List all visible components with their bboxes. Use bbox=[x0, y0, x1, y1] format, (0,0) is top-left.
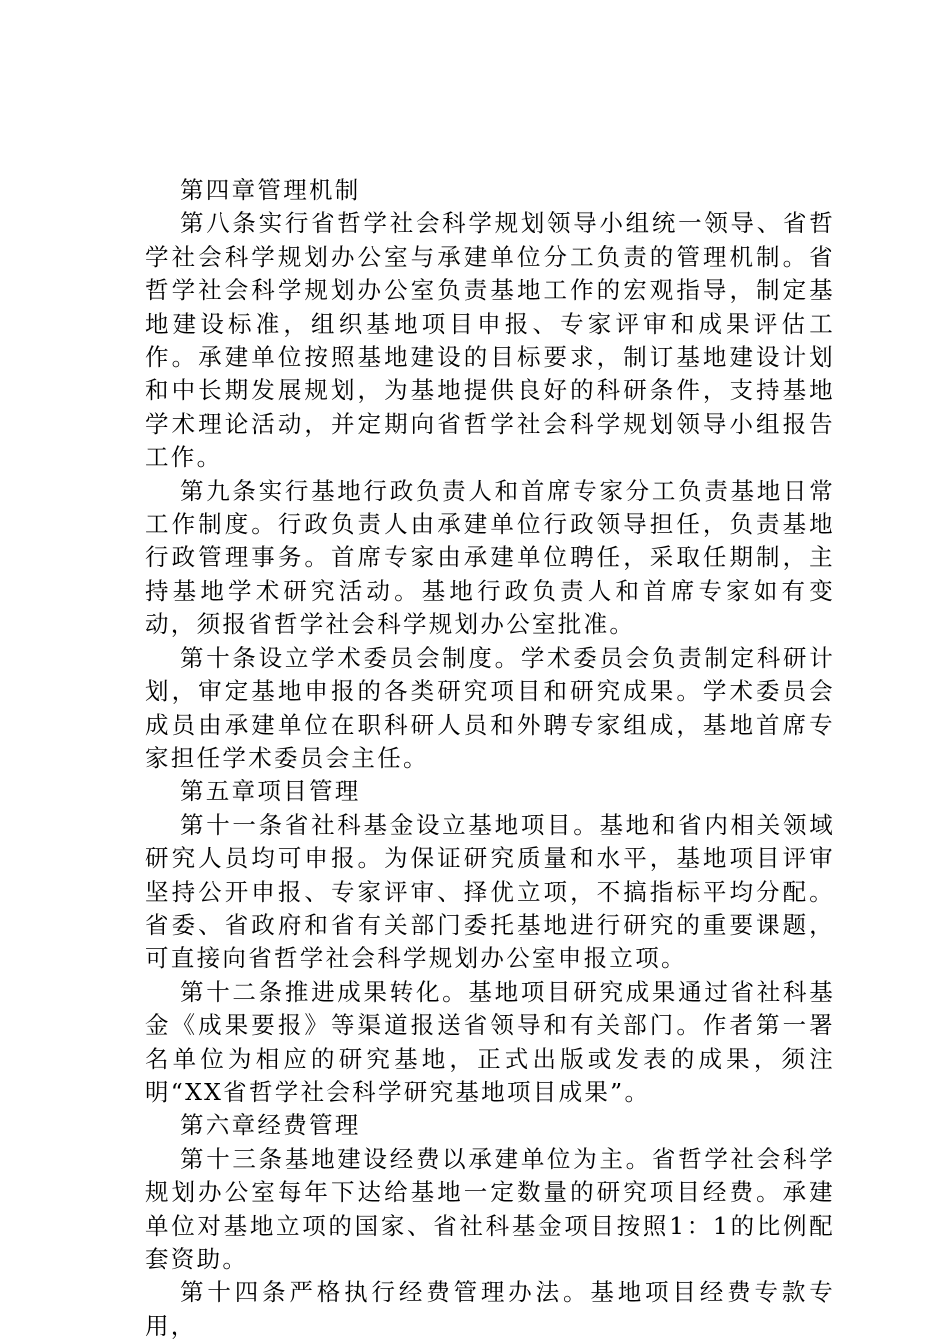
article-paragraph: 第十条设立学术委员会制度。学术委员会负责制定科研计划，审定基地申报的各类研究项目和研究成果。学术委员会成员由承建单位在职科研人员和外聘专家组成，基地首席专家担任学术委员会主任。 bbox=[145, 643, 835, 772]
chapter-heading: 第六章经费管理 bbox=[180, 1111, 361, 1140]
article-paragraph: 第十三条基地建设经费以承建单位为主。省哲学社会科学规划办公室每年下达给基地一定数量的研究项目经费。承建单位对基地立项的国家、省社科基金项目按照1：1的比例配套资助。 bbox=[145, 1144, 835, 1273]
chapter-heading: 第五章项目管理 bbox=[180, 777, 361, 806]
article-paragraph: 第十二条推进成果转化。基地项目研究成果通过省社科基金《成果要报》等渠道报送省领导和有关部门。作者第一署名单位为相应的研究基地，正式出版或发表的成果，须注明“XX省哲学社会科学研究基地项目成果”。 bbox=[145, 977, 835, 1106]
article-paragraph: 第十一条省社科基金设立基地项目。基地和省内相关领域研究人员均可申报。为保证研究质量和水平，基地项目评审坚持公开申报、专家评审、择优立项，不搞指标平均分配。省委、省政府和省有关部门委托基地进行研究的重要课题，可直接向省哲学社会科学规划办公室申报立项。 bbox=[145, 810, 835, 973]
document-body bbox=[145, 174, 835, 1343]
article-paragraph: 第八条实行省哲学社会科学规划领导小组统一领导、省哲学社会科学规划办公室与承建单位分工负责的管理机制。省哲学社会科学规划办公室负责基地工作的宏观指导，制定基地建设标准，组织基地项目申报、专家评审和成果评估工作。承建单位按照基地建设的目标要求，制订基地建设计划和中长期发展规划，为基地提供良好的科研条件，支持基地学术理论活动，并定期向省哲学社会科学规划领导小组报告工作。 bbox=[145, 209, 835, 472]
chapter-heading: 第四章管理机制 bbox=[180, 176, 361, 204]
article-paragraph: 第九条实行基地行政负责人和首席专家分工负责基地日常工作制度。行政负责人由承建单位行政领导担任，负责基地行政管理事务。首席专家由承建单位聘任，采取任期制，主持基地学术研究活动。基地行政负责人和首席专家如有变动，须报省哲学社会科学规划办公室批准。 bbox=[145, 476, 835, 639]
article-paragraph: 第十四条严格执行经费管理办法。基地项目经费专款专用， bbox=[145, 1278, 835, 1340]
